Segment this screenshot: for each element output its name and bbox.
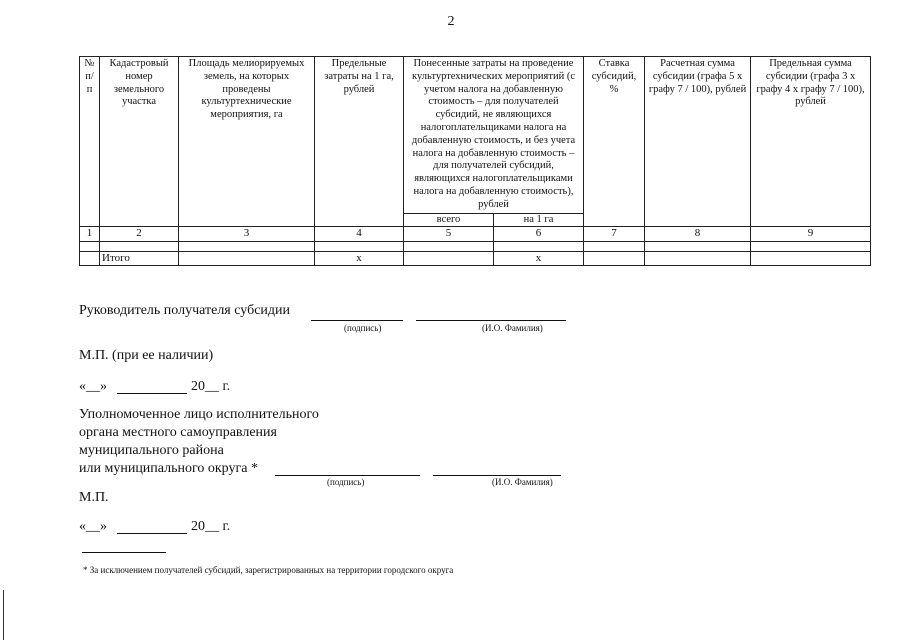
date-month-line-2[interactable]	[117, 533, 187, 534]
official-signature-caption: (подпись)	[327, 477, 365, 487]
data-cell[interactable]	[645, 241, 751, 251]
header-limit: Предельные затраты на 1 га, рублей	[315, 57, 404, 227]
total-row	[80, 251, 871, 265]
official-line-3: муниципального района	[79, 443, 224, 458]
official-signature-line[interactable]	[275, 475, 420, 476]
total-cell-x: х	[315, 251, 404, 265]
date-year-2: 20__ г.	[191, 519, 231, 534]
seal-optional-label: М.П. (при ее наличии)	[79, 348, 214, 363]
col-number: 6	[494, 227, 584, 241]
header-rate: Ставка субсидий, %	[584, 57, 645, 227]
header-area: Площадь мелиорируемых земель, на которых проведены культуртехнические мероприятия, га	[179, 57, 315, 227]
data-cell[interactable]	[751, 241, 871, 251]
header-costs-per-ha: на 1 га	[494, 213, 584, 227]
column-number-row	[80, 227, 871, 241]
footnote: * За исключением получателей субсидий, зарегистрированных на территории городского округа	[83, 565, 454, 575]
total-cell[interactable]	[584, 251, 645, 265]
subsidy-calculation-table	[79, 56, 871, 266]
header-costs-total: всего	[404, 213, 494, 227]
header-num: № п/п	[80, 57, 100, 227]
total-cell[interactable]	[179, 251, 315, 265]
data-cell[interactable]	[315, 241, 404, 251]
total-cell[interactable]	[751, 251, 871, 265]
col-number: 2	[100, 227, 179, 241]
official-line-4: или муниципального округа *	[79, 461, 258, 476]
page-number: 2	[447, 14, 455, 29]
col-number: 7	[584, 227, 645, 241]
data-cell[interactable]	[584, 241, 645, 251]
total-cell	[80, 251, 100, 265]
footnote-rule	[82, 552, 166, 553]
page-edge-mark	[3, 590, 4, 640]
col-number: 9	[751, 227, 871, 241]
data-cell[interactable]	[494, 241, 584, 251]
data-cell[interactable]	[80, 241, 100, 251]
head-signature-label: Руководитель получателя субсидии	[79, 303, 291, 318]
col-number: 3	[179, 227, 315, 241]
date-month-line-1[interactable]	[117, 393, 187, 394]
total-cell[interactable]	[645, 251, 751, 265]
col-number: 8	[645, 227, 751, 241]
head-name-line[interactable]	[416, 320, 566, 321]
total-cell[interactable]	[404, 251, 494, 265]
seal-label: М.П.	[79, 490, 109, 505]
head-signature-line[interactable]	[311, 320, 403, 321]
header-cadastral: Кадастровый номер земельного участка	[100, 57, 179, 227]
head-name-caption: (И.О. Фамилия)	[482, 323, 543, 333]
data-cell[interactable]	[404, 241, 494, 251]
total-cell-x: х	[494, 251, 584, 265]
data-row-empty	[80, 241, 871, 251]
total-label: Итого	[100, 251, 179, 265]
head-signature-caption: (подпись)	[344, 323, 382, 333]
header-row	[80, 57, 871, 214]
date-quote-2: «__»	[79, 519, 107, 534]
col-number: 5	[404, 227, 494, 241]
col-number: 4	[315, 227, 404, 241]
date-quote-1: «__»	[79, 379, 107, 394]
col-number: 1	[80, 227, 100, 241]
official-line-2: органа местного самоуправления	[79, 425, 277, 440]
date-year-1: 20__ г.	[191, 379, 231, 394]
official-line-1: Уполномоченное лицо исполнительного	[79, 407, 319, 422]
data-cell[interactable]	[179, 241, 315, 251]
official-name-line[interactable]	[433, 475, 561, 476]
header-costs: Понесенные затраты на проведение культуртехнических мероприятий (с учетом налога на добавленную стоимость – для получателей субсидий, не являющихся налогоплательщиками налога на добавленную стоимость, и без учета налога на добавленную стоимость – для получателей субсидий, являющихся налогоплательщиками налога на добавленную стоимость), рублей	[404, 57, 584, 214]
official-name-caption: (И.О. Фамилия)	[492, 477, 553, 487]
data-cell[interactable]	[100, 241, 179, 251]
header-calc: Расчетная сумма субсидии (графа 5 х графу 7 / 100), рублей	[645, 57, 751, 227]
header-max: Предельная сумма субсидии (графа 3 х графу 4 х графу 7 / 100), рублей	[751, 57, 871, 227]
